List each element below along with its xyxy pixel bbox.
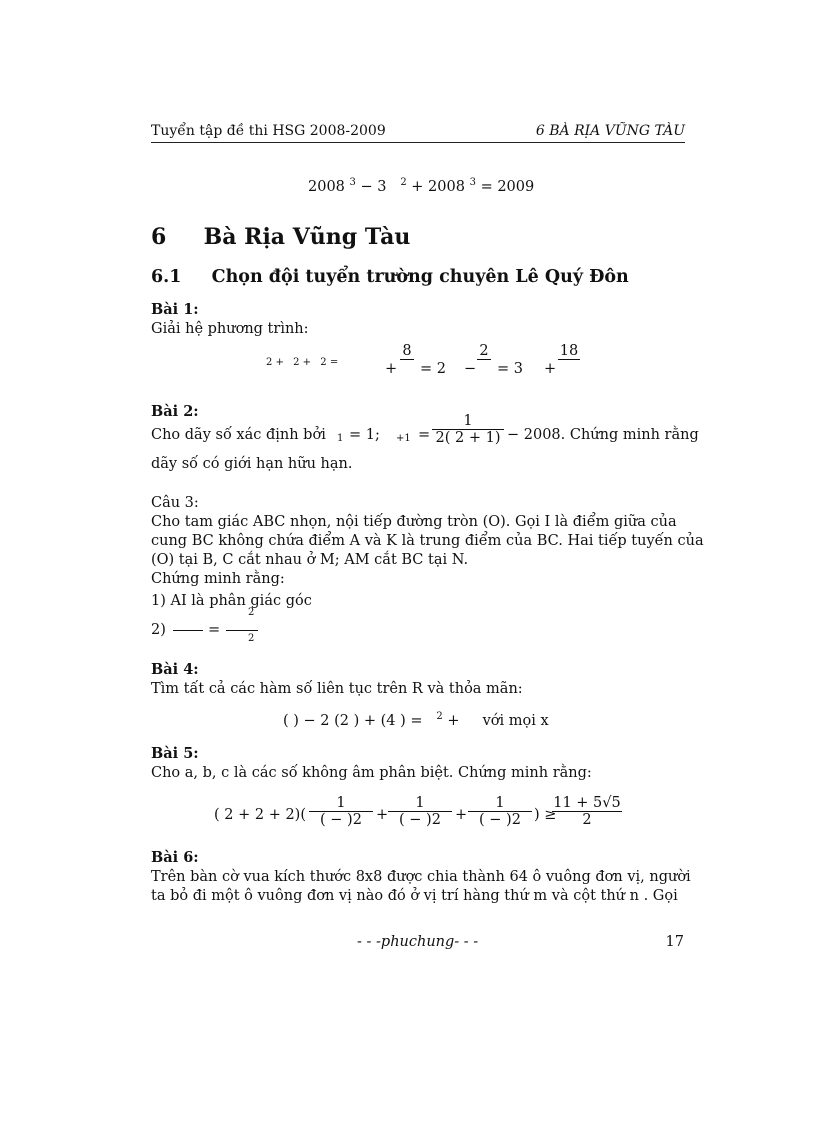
fraction xyxy=(552,795,622,828)
section-number: 6 xyxy=(151,224,167,250)
fraction-numerator: 2 xyxy=(479,343,489,359)
cau3-line: Cho tam giác ABC nhọn, nội tiếp đường tròn (O). Gọi I là điểm giữa của xyxy=(151,514,677,530)
eq-note: với mọi x xyxy=(482,713,549,729)
eq-plus: + xyxy=(385,361,398,377)
bai5-heading: Bài 5: xyxy=(151,745,199,762)
eq-plus: + xyxy=(376,807,389,823)
bai2-text-a: Cho dãy số xác định bởi xyxy=(151,427,326,443)
eq-exponent: 2 xyxy=(248,607,255,618)
fraction xyxy=(477,343,491,360)
bai4-heading: Bài 4: xyxy=(151,661,199,678)
bai1-text: Giải hệ phương trình: xyxy=(151,321,309,337)
cau3-item2-equals: = xyxy=(208,622,221,638)
bai5-text: Cho a, b, c là các số không âm phân biệt. Chứng minh rằng: xyxy=(151,765,592,781)
fraction-bar xyxy=(558,359,580,360)
fraction xyxy=(468,795,532,828)
subsection-title: Chọn đội tuyển trường chuyên Lê Quý Đôn xyxy=(211,267,629,287)
subsection-number: 6.1 xyxy=(151,267,182,287)
eq-term: − 3 xyxy=(360,179,387,195)
bai2-text-d: − 2008. Chứng minh rằng xyxy=(507,427,699,443)
fraction-denominator: 2( 2 + 1) xyxy=(435,430,501,446)
footer-center: - - -phuchung- - - xyxy=(357,934,479,950)
cau3-item2-label: 2) xyxy=(151,622,166,638)
eq-plus: + xyxy=(544,361,557,377)
eq-term: ( ) − 2 (2 ) + (4 ) = xyxy=(283,713,423,729)
section-title: Bà Rịa Vũng Tàu xyxy=(203,224,411,250)
eq-exponent: 2 xyxy=(400,177,407,188)
bai2-line2: dãy số có giới hạn hữu hạn. xyxy=(151,456,353,472)
cau3-line: cung BC không chứa điểm A và K là trung điểm của BC. Hai tiếp tuyến của xyxy=(151,533,704,549)
eq-plus: + xyxy=(455,807,468,823)
fraction-denominator: ( − )2 xyxy=(479,812,521,828)
eq-term: = 2 xyxy=(420,361,446,377)
fraction-bar xyxy=(400,359,414,360)
page-number: 17 xyxy=(665,934,684,950)
bai6-line: Trên bàn cờ vua kích thước 8x8 được chia thành 64 ô vuông đơn vị, người xyxy=(151,869,691,885)
fraction-numerator: 11 + 5√5 xyxy=(553,795,621,811)
fraction-bar xyxy=(477,359,491,360)
fraction-bar xyxy=(226,630,258,631)
fraction xyxy=(309,795,373,828)
eq-term: 2 = xyxy=(320,357,339,368)
eq-term: = 2009 xyxy=(480,179,535,195)
fraction-numerator: 1 xyxy=(336,795,346,811)
fraction xyxy=(432,413,504,446)
bai1-equation xyxy=(266,358,338,378)
running-header-right: 6 BÀ RỊA VŨNG TÀU xyxy=(535,123,685,139)
fraction xyxy=(388,795,452,828)
fraction-numerator: 1 xyxy=(463,413,473,429)
bai6-heading: Bài 6: xyxy=(151,849,199,866)
eq-term: + xyxy=(447,713,460,729)
eq-term: = 3 xyxy=(497,361,523,377)
fraction xyxy=(558,343,580,360)
fraction-numerator: 18 xyxy=(559,343,579,359)
fraction-numerator: 8 xyxy=(402,343,412,359)
bai2-subscript: +1 xyxy=(396,433,411,444)
bai1-heading: Bài 1: xyxy=(151,301,199,318)
bai5-lhs: ( 2 + 2 + 2)( xyxy=(214,807,306,823)
eq-term: 2 + xyxy=(266,357,284,368)
fraction-denominator: ( − )2 xyxy=(399,812,441,828)
eq-exponent: 3 xyxy=(349,177,356,188)
eq-term: ) ≥ xyxy=(534,807,557,823)
fraction-numerator: 1 xyxy=(415,795,425,811)
cau3-heading: Câu 3: xyxy=(151,495,199,511)
fraction-bar xyxy=(173,630,203,631)
bai4-text: Tìm tất cả các hàm số liên tục trên R và thỏa mãn: xyxy=(151,681,523,697)
cau3-line: (O) tại B, C cắt nhau ở M; AM cắt BC tại N. xyxy=(151,552,469,568)
header-rule xyxy=(151,142,685,143)
eq-exponent: 2 xyxy=(436,711,443,722)
top-equation xyxy=(308,178,534,198)
bai6-line: ta bỏ đi một ô vuông đơn vị nào đó ở vị trí hàng thứ m và cột thứ n . Gọi xyxy=(151,888,678,904)
fraction-denominator: ( − )2 xyxy=(320,812,362,828)
eq-term: 2 + xyxy=(293,357,312,368)
fraction xyxy=(400,343,414,360)
subsection-heading xyxy=(151,267,629,287)
bai2-subscript: 1 xyxy=(337,433,344,444)
eq-term: 2008 xyxy=(308,179,345,195)
eq-exponent: 3 xyxy=(469,177,476,188)
bai2-heading: Bài 2: xyxy=(151,403,199,420)
fraction-numerator: 1 xyxy=(495,795,505,811)
bai2-text-b: = 1; xyxy=(349,427,380,443)
bai4-equation xyxy=(283,712,549,732)
running-header-left: Tuyển tập đề thi HSG 2008-2009 xyxy=(151,123,386,139)
section-heading xyxy=(151,224,410,250)
eq-exponent: 2 xyxy=(248,633,255,644)
cau3-line: 1) AI là phân giác góc xyxy=(151,593,312,609)
bai2-equals: = xyxy=(418,427,431,443)
eq-term: + 2008 xyxy=(411,179,465,195)
eq-minus: − xyxy=(464,361,477,377)
cau3-line: Chứng minh rằng: xyxy=(151,571,285,587)
fraction-denominator: 2 xyxy=(582,812,592,828)
